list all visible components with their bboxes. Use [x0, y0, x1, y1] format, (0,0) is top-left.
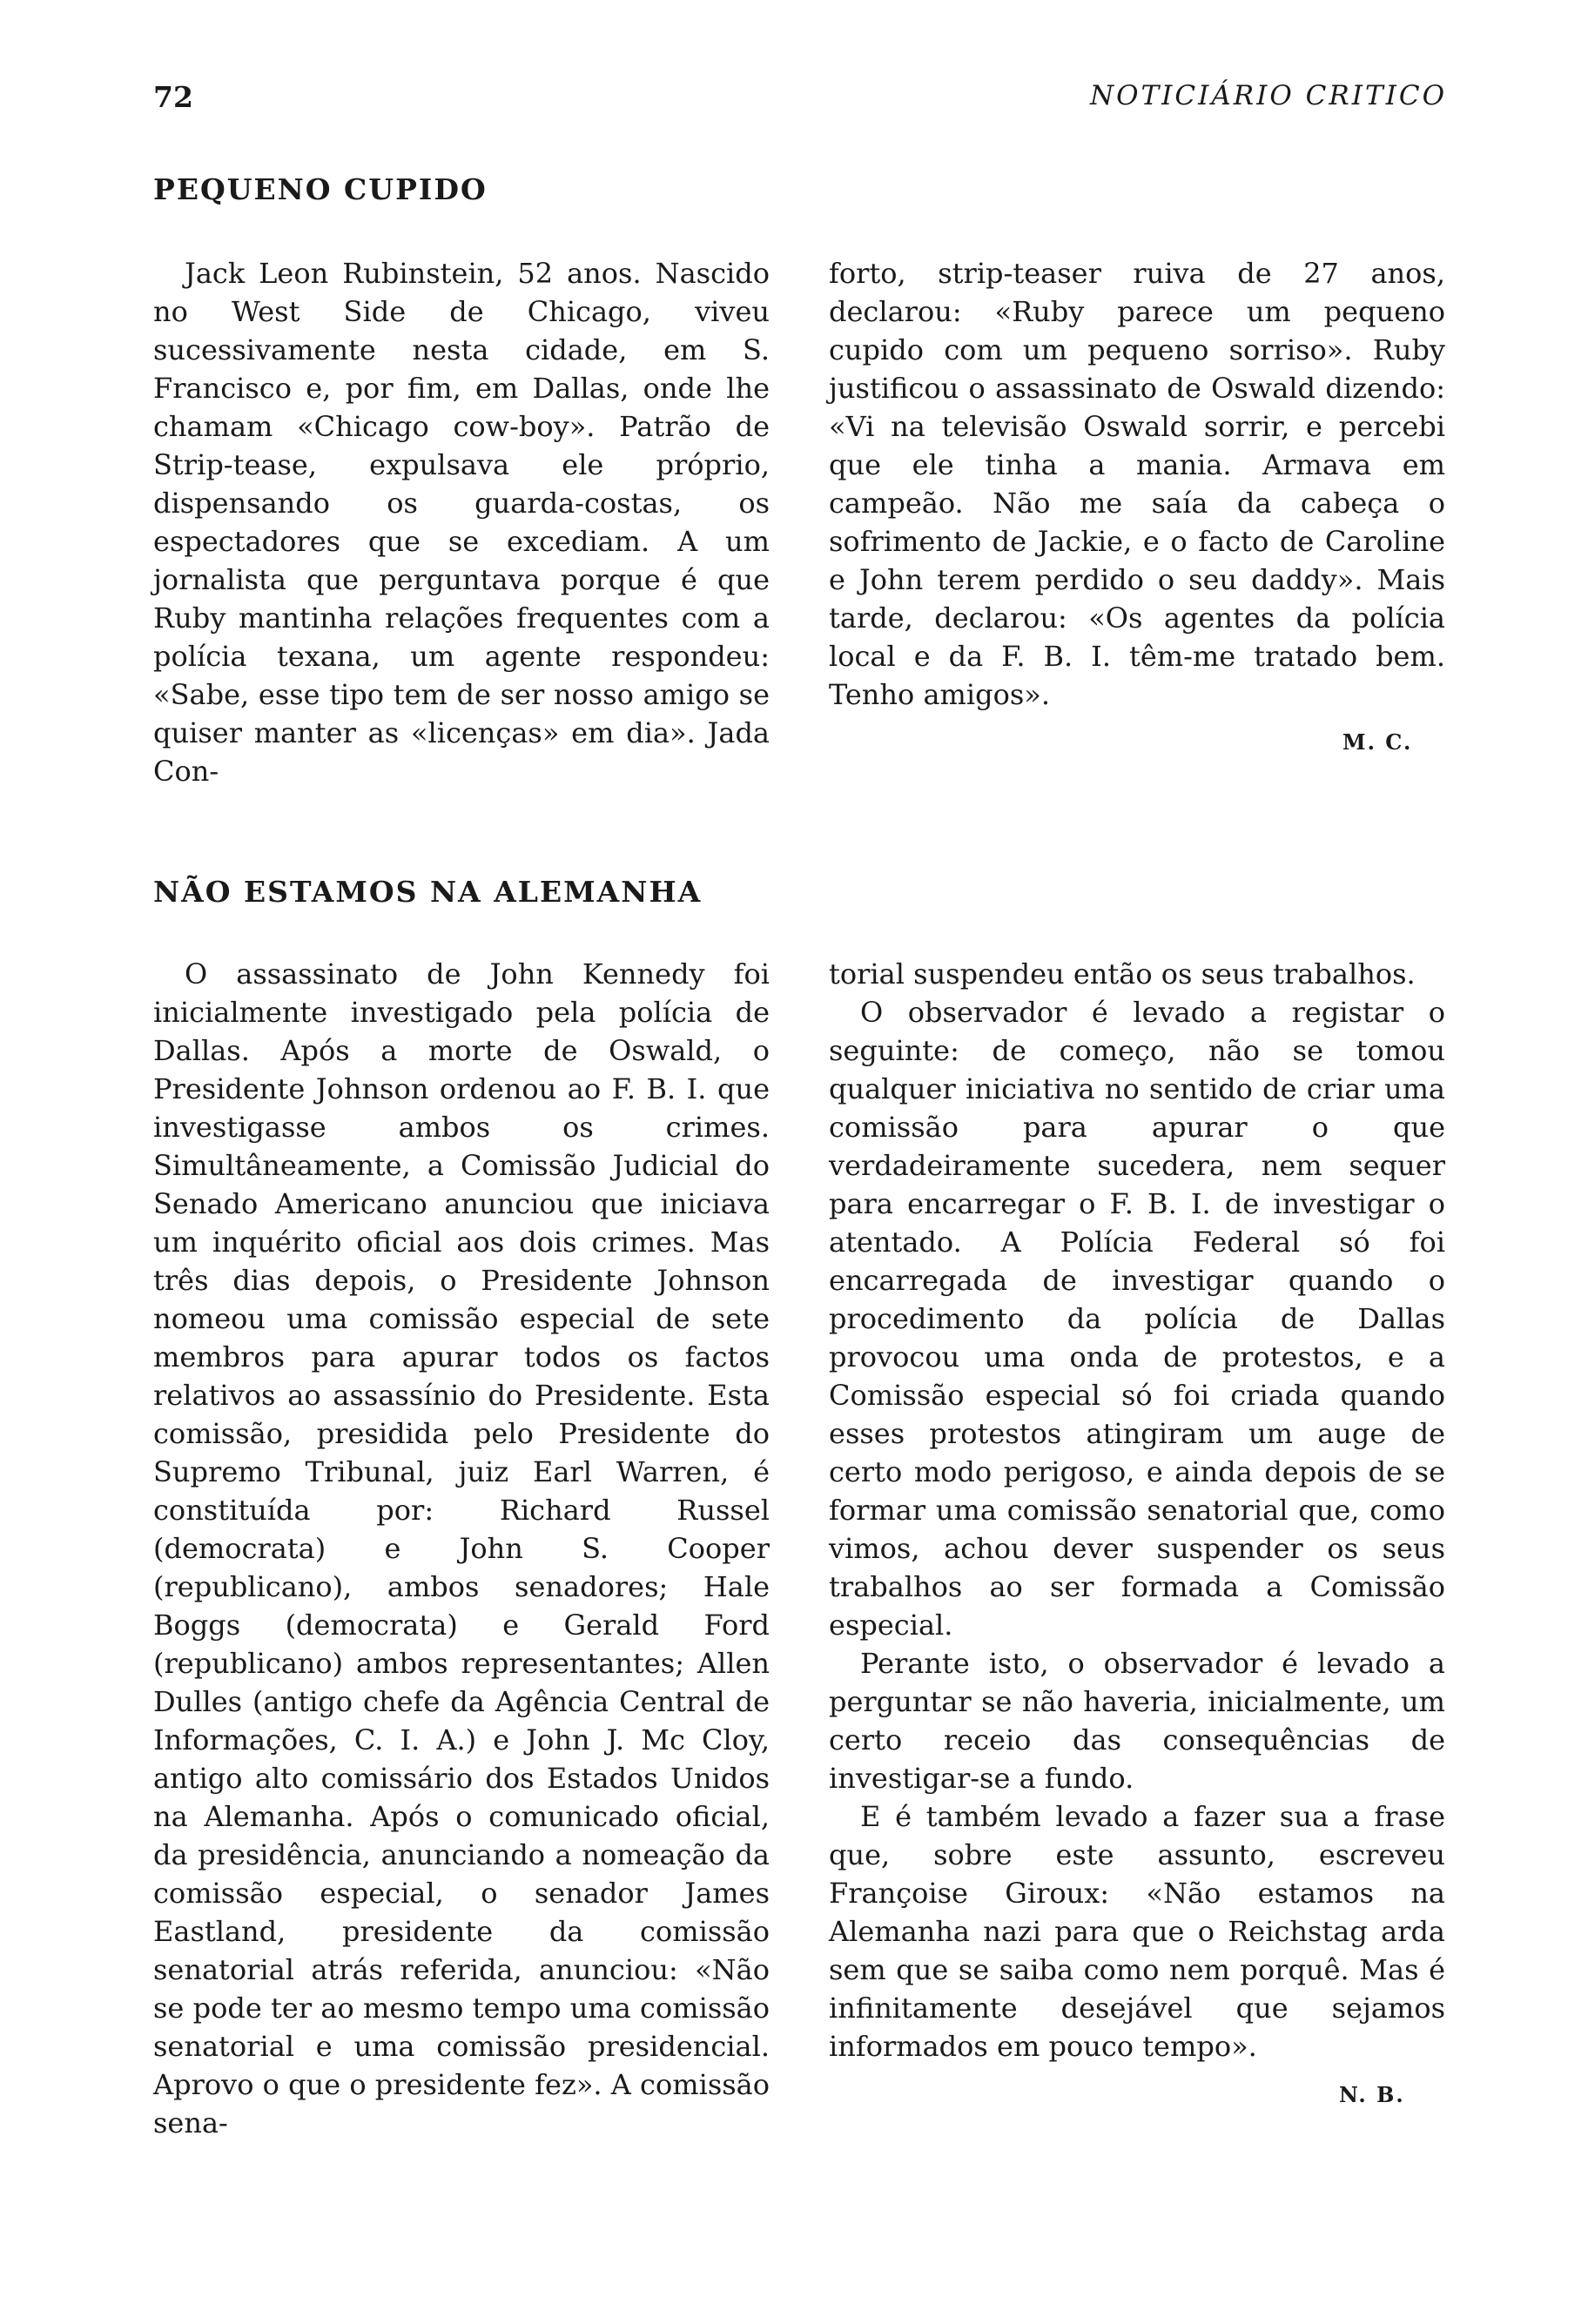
article-column-right	[829, 955, 1445, 2065]
paragraph: Jack Leon Rubinstein, 52 anos. Nascido no West Side de Chicago, viveu sucessivamente nesta cidade, em S. Francisco e, por fim, em Dallas, onde lhe chamam «Chicago cow-boy». Patrão de Strip-tease, expulsava ele próprio, dispensando os guarda-costas, os espectadores que se excediam. A um jornalista que perguntava porque é que Ruby mantinha relações frequentes com a polícia texana, um agente respondeu: «Sabe, esse tipo tem de ser nosso amigo se quiser manter as «licenças» em dia». Jada Con-	[153, 257, 770, 788]
paragraph: Perante isto, o observador é levado a perguntar se não haveria, inicialmente, um certo receio das consequências de investigar-se a fundo.	[829, 1647, 1445, 1795]
article-title: NÃO ESTAMOS NA ALEMANHA	[153, 875, 703, 909]
paragraph: E é também levado a fazer sua a frase que, sobre este assunto, escreveu Françoise Giroux: «Não estamos na Alemanha nazi para que o Reichstag arda sem que se saiba como nem porquê. Mas é infinitamente desejável que sejamos informados em pouco tempo».	[829, 1800, 1445, 2063]
article-column-left	[153, 254, 770, 790]
page-number: 72	[153, 80, 193, 114]
article-column-right	[829, 254, 1445, 714]
article-column-left	[153, 955, 770, 2142]
paragraph: forto, strip-teaser ruiva de 27 anos, declarou: «Ruby parece um pequeno cupido com um pequeno sorriso». Ruby justificou o assassinato de Oswald dizendo: «Vi na televisão Oswald sorrir, e percebi que ele tinha a mania. Armava em campeão. Não me saía da cabeça o sofrimento de Jackie, e o facto de Caroline e John terem perdido o seu daddy». Mais tarde, declarou: «Os agentes da polícia local e da F. B. I. têm-me tratado bem. Tenho amigos».	[829, 257, 1445, 711]
paragraph: torial suspendeu então os seus trabalhos.	[829, 957, 1416, 991]
paragraph: O assassinato de John Kennedy foi inicialmente investigado pela polícia de Dallas. Após a morte de Oswald, o Presidente Johnson ordenou ao F. B. I. que investigasse ambos os crimes. Simultâneamente, a Comissão Judicial do Senado Americano anunciou que iniciava um inquérito oficial aos dois crimes. Mas três dias depois, o Presidente Johnson nomeou uma comissão especial de sete membros para apurar todos os factos relativos ao assassínio do Presidente. Esta comissão, presidida pelo Presidente do Supremo Tribunal, juiz Earl Warren, é constituída por: Richard Russel (democrata) e John S. Cooper (republicano), ambos senadores; Hale Boggs (democrata) e Gerald Ford (republicano) ambos representantes; Allen Dulles (antigo chefe da Agência Central de Informações, C. I. A.) e John J. Mc Cloy, antigo alto comissário dos Estados Unidos na Alemanha. Após o comunicado oficial, da presidência, anunciando a nomeação da comissão especial, o senador James Eastland, presidente da comissão senatorial atrás referida, anunciou: «Não se pode ter ao mesmo tempo uma comissão senatorial e uma comissão presidencial. Aprovo o que o presidente fez». A comissão sena-	[153, 957, 770, 2139]
author-signature: N. B.	[1339, 2082, 1405, 2107]
author-signature: M. C.	[1342, 729, 1413, 755]
paragraph: O observador é levado a registar o seguinte: de começo, não se tomou qualquer iniciativa no sentido de criar uma comissão para apurar o que verdadeiramente sucedera, nem sequer para encarregar o F. B. I. de investigar o atentado. A Polícia Federal só foi encarregada de investigar quando o procedimento da polícia de Dallas provocou uma onda de protestos, e a Comissão especial só foi criada quando esses protestos atingiram um auge de certo modo perigoso, e ainda depois de se formar uma comissão senatorial que, como vimos, achou dever suspender os seus trabalhos ao ser formada a Comissão especial.	[829, 996, 1445, 1642]
article-title: PEQUENO CUPIDO	[153, 172, 488, 206]
running-header: NOTICIÁRIO CRITICO	[1089, 80, 1447, 111]
